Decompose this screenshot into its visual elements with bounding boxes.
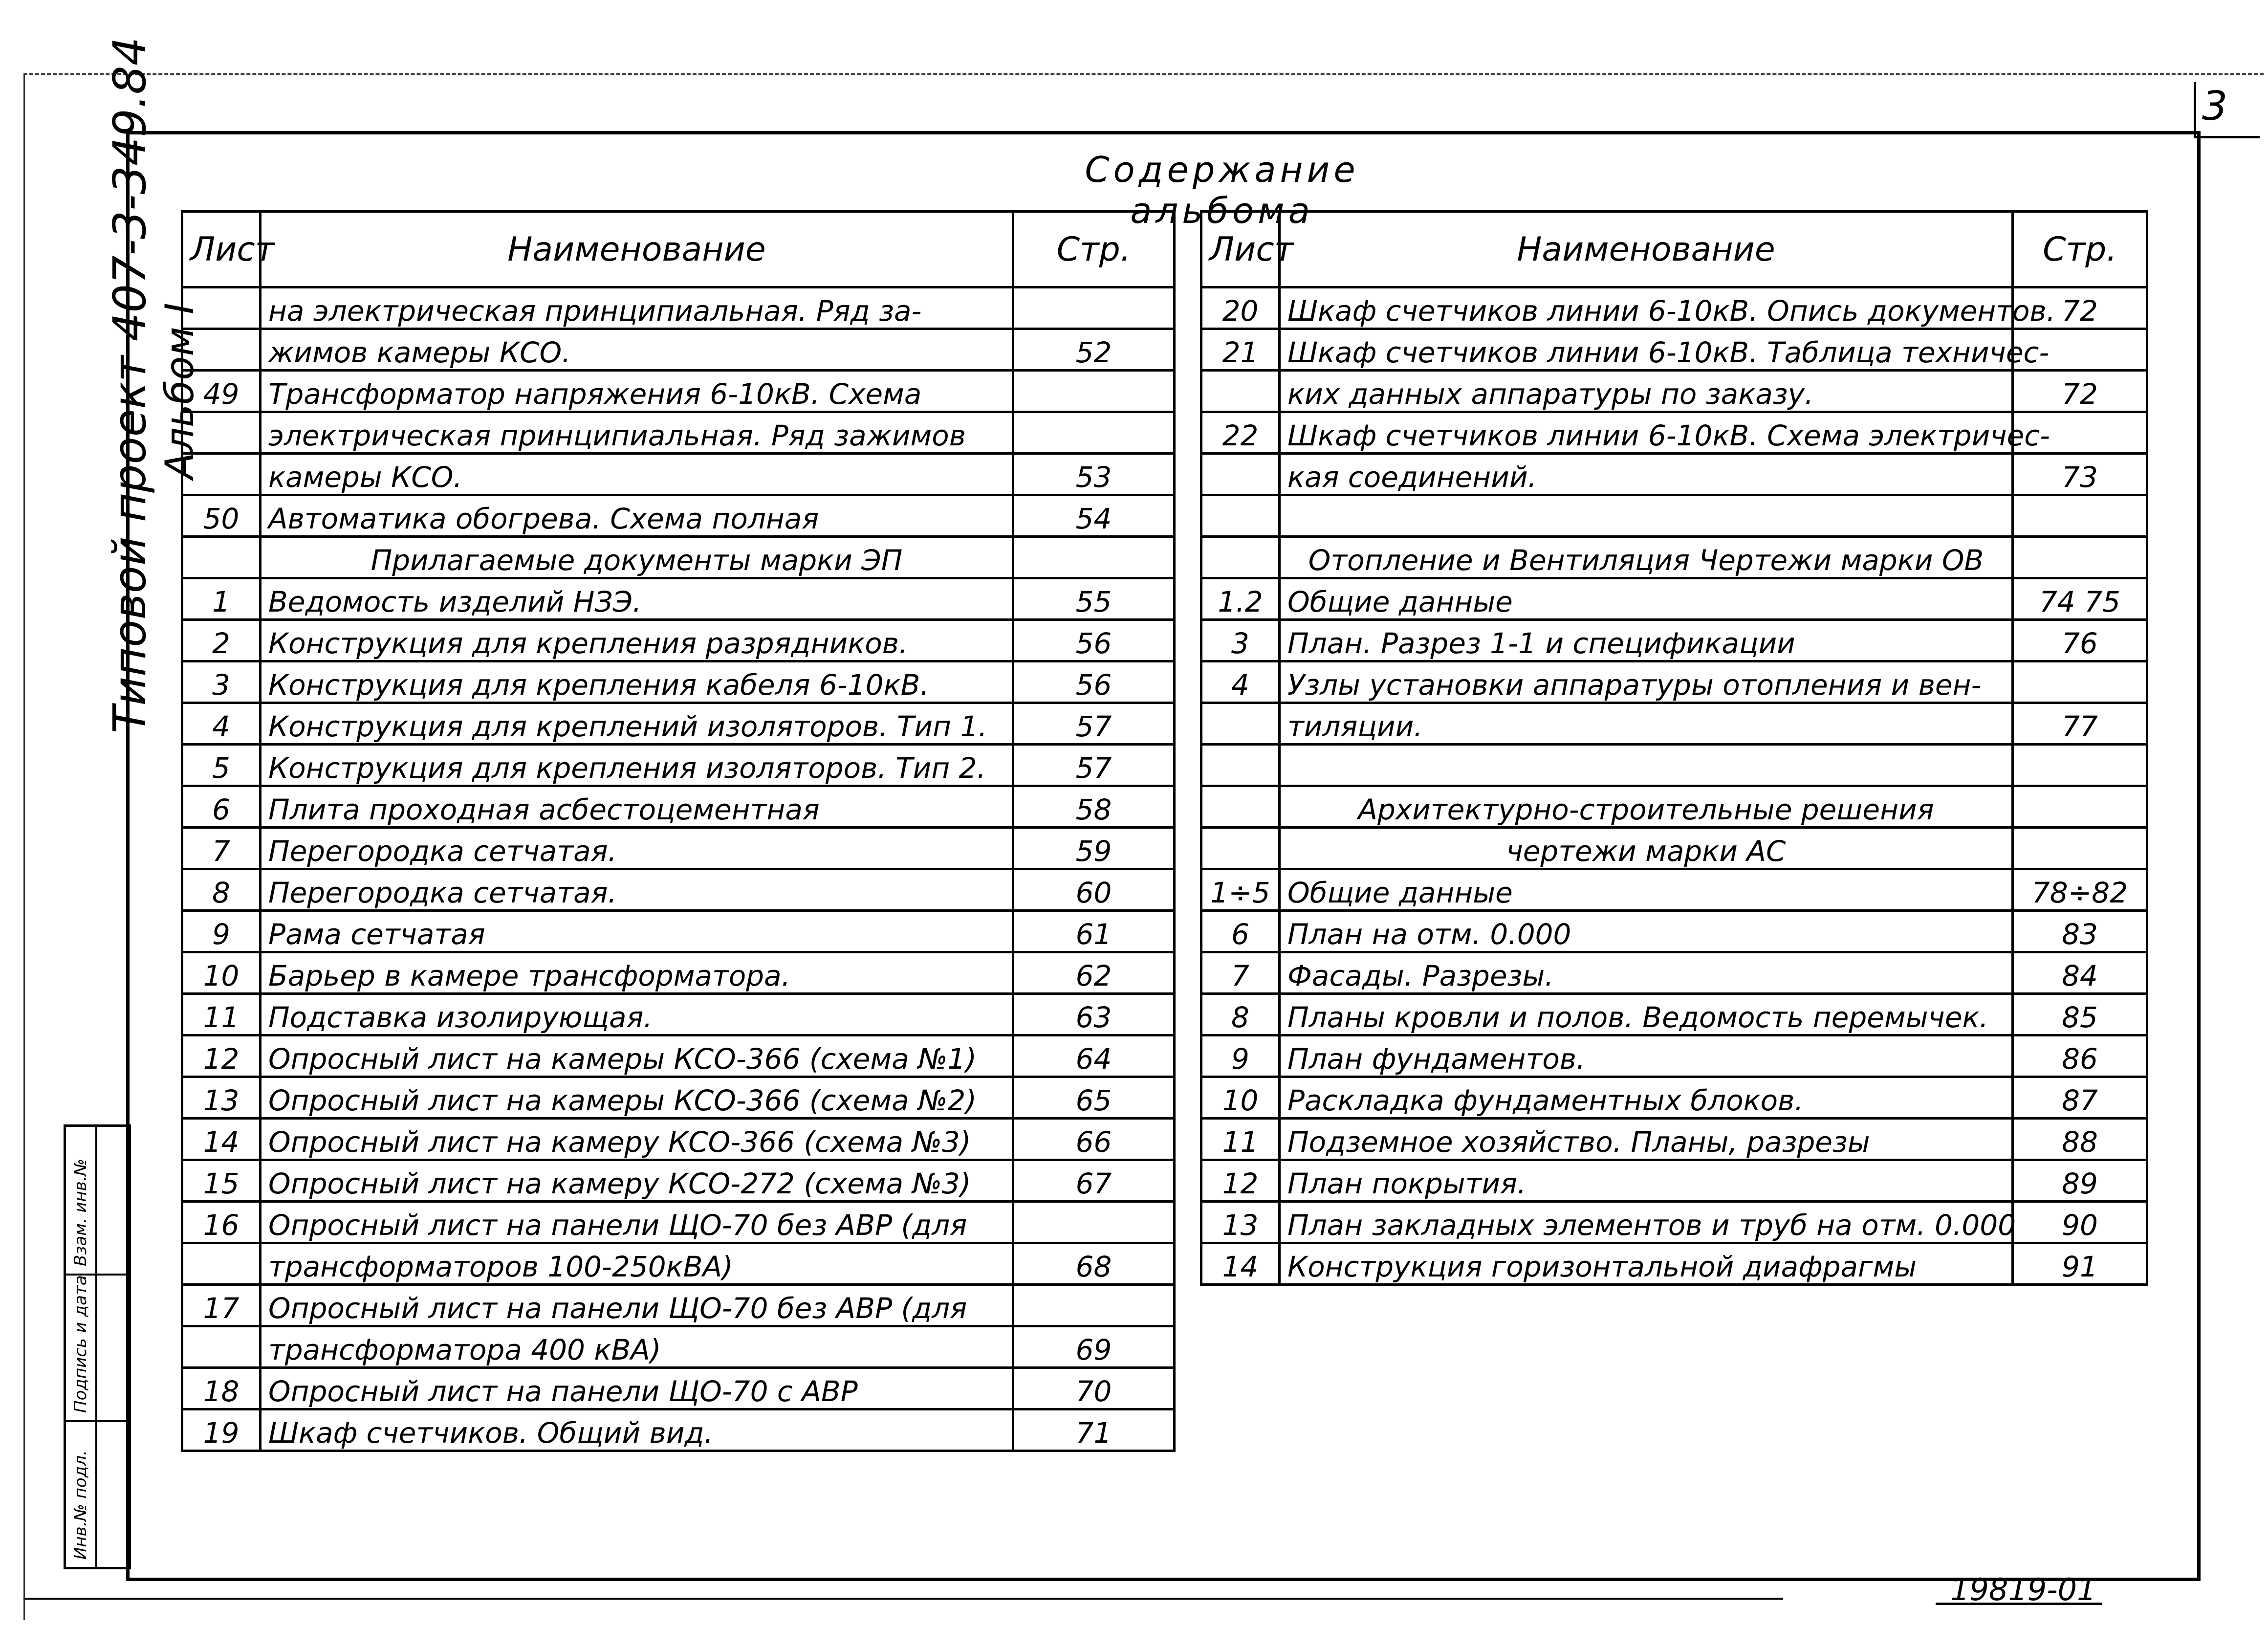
- section-heading-cell: Архитектурно-строительные решения: [1280, 786, 2013, 828]
- item-name-cell: План фундаментов.: [1280, 1035, 2013, 1077]
- table-row: [182, 329, 1175, 371]
- sheet-number-cell: [182, 329, 261, 371]
- item-name-cell: Опросный лист на камеры КСО-366 (схема №2): [261, 1077, 1013, 1119]
- page-number-cell: 86: [2013, 1035, 2147, 1077]
- section-heading-cell: чертежи марки АС: [1280, 828, 2013, 869]
- item-name-cell: Барьер в камере трансформатора.: [261, 952, 1013, 994]
- page-number-cell: 87: [2013, 1077, 2147, 1119]
- page-number-cell: 90: [2013, 1202, 2147, 1243]
- page-number-cell: 83: [2013, 911, 2147, 952]
- sheet-number-cell: [1201, 703, 1280, 745]
- page-number-cell: 91: [2013, 1243, 2147, 1285]
- sheet-number-cell: 9: [182, 911, 261, 952]
- table-row: [1201, 495, 2147, 537]
- page-number-cell: 67: [1013, 1160, 1175, 1202]
- header-name: Наименование: [261, 212, 1013, 287]
- sheet-number-cell: [1201, 828, 1280, 869]
- item-name-cell: на электрическая принципиальная. Ряд за-: [261, 287, 1013, 329]
- sheet-number-cell: 19: [182, 1409, 261, 1451]
- table-row: [1201, 911, 2147, 952]
- sheet-number-cell: 7: [182, 828, 261, 869]
- table-row: [182, 1326, 1175, 1368]
- table-row: [182, 454, 1175, 495]
- sheet-number-cell: 50: [182, 495, 261, 537]
- table-row: [182, 1285, 1175, 1326]
- table-header-row: [1201, 212, 2147, 287]
- page-number-cell: 88: [2013, 1119, 2147, 1160]
- item-name-cell: [1280, 495, 2013, 537]
- sheet-number-cell: 15: [182, 1160, 261, 1202]
- page-number-cell: 57: [1013, 745, 1175, 786]
- page-number-cell: 55: [1013, 578, 1175, 620]
- item-name-cell: Конструкция для креплений изоляторов. Тип 1.: [261, 703, 1013, 745]
- sheet-number-cell: 6: [182, 786, 261, 828]
- sheet-number-cell: [1201, 537, 1280, 578]
- item-name-cell: Фасады. Разрезы.: [1280, 952, 2013, 994]
- table-row: [1201, 703, 2147, 745]
- sheet-number-cell: 6: [1201, 911, 1280, 952]
- page-number-cell: 53: [1013, 454, 1175, 495]
- stamp-inv-podl: Инв.№ подл.: [71, 1450, 90, 1560]
- page-number-cell: 61: [1013, 911, 1175, 952]
- sheet-number-cell: 18: [182, 1368, 261, 1409]
- item-name-cell: Рама сетчатая: [261, 911, 1013, 952]
- side-album-line: Альбом I: [157, 303, 202, 479]
- sheet-number-cell: 21: [1201, 329, 1280, 371]
- table-row: [1201, 661, 2147, 703]
- sheet-number-cell: [182, 454, 261, 495]
- table-header-row: [182, 212, 1175, 287]
- item-name-cell: Шкаф счетчиков линии 6-10кВ. Схема электричес-: [1280, 412, 2013, 454]
- sheet-number-cell: 14: [1201, 1243, 1280, 1285]
- item-name-cell: Автоматика обогрева. Схема полная: [261, 495, 1013, 537]
- sheet-number-cell: 14: [182, 1119, 261, 1160]
- table-row: [182, 869, 1175, 911]
- sheet-number-cell: [1201, 745, 1280, 786]
- table-row: [182, 412, 1175, 454]
- table-row: [1201, 287, 2147, 329]
- page-number-cell: 60: [1013, 869, 1175, 911]
- table-row: [1201, 1119, 2147, 1160]
- item-name-cell: Планы кровли и полов. Ведомость перемычек.: [1280, 994, 2013, 1035]
- page-number-cell: [1013, 371, 1175, 412]
- item-name-cell: Подставка изолирующая.: [261, 994, 1013, 1035]
- page-number-cell: 58: [1013, 786, 1175, 828]
- item-name-cell: кая соединений.: [1280, 454, 2013, 495]
- header-name: Наименование: [1280, 212, 2013, 287]
- table-row: [182, 1077, 1175, 1119]
- page-number-cell: 56: [1013, 661, 1175, 703]
- sheet-number-cell: 9: [1201, 1035, 1280, 1077]
- table-row: [182, 952, 1175, 994]
- toc-table-left: [181, 210, 1176, 1452]
- sheet-number-cell: 11: [1201, 1119, 1280, 1160]
- item-name-cell: Шкаф счетчиков. Общий вид.: [261, 1409, 1013, 1451]
- table-row: [182, 828, 1175, 869]
- sheet-number-cell: 4: [182, 703, 261, 745]
- table-row: [182, 578, 1175, 620]
- page-number-cell: 63: [1013, 994, 1175, 1035]
- page-number-cell: 68: [1013, 1243, 1175, 1285]
- table-row: [182, 994, 1175, 1035]
- table-row: [1201, 952, 2147, 994]
- sheet-number-cell: 13: [1201, 1202, 1280, 1243]
- table-row: [182, 911, 1175, 952]
- page-number-cell: 57: [1013, 703, 1175, 745]
- page-number-cell: 70: [1013, 1368, 1175, 1409]
- sheet-number-cell: 3: [1201, 620, 1280, 661]
- page-number-cell: 59: [1013, 828, 1175, 869]
- sheet-number-cell: 1: [182, 578, 261, 620]
- table-row: [1201, 412, 2147, 454]
- page-number-cell: 74 75: [2013, 578, 2147, 620]
- sheet-number-cell: [1201, 454, 1280, 495]
- item-name-cell: Конструкция для крепления изоляторов. Тип 2.: [261, 745, 1013, 786]
- table-row: [182, 620, 1175, 661]
- table-row: [182, 1119, 1175, 1160]
- page-number-cell: 73: [2013, 454, 2147, 495]
- table-row: [182, 537, 1175, 578]
- sheet-number-cell: [1201, 495, 1280, 537]
- table-row: [1201, 869, 2147, 911]
- page-number-cell: [2013, 495, 2147, 537]
- table-row: [1201, 578, 2147, 620]
- stamp-vertical-divider: [95, 1127, 97, 1567]
- header-page: Стр.: [1013, 212, 1175, 287]
- item-name-cell: жимов камеры КСО.: [261, 329, 1013, 371]
- sheet-number-cell: 3: [182, 661, 261, 703]
- page-number-cell: 76: [2013, 620, 2147, 661]
- item-name-cell: План. Разрез 1-1 и спецификации: [1280, 620, 2013, 661]
- item-name-cell: трансформатора 400 кВА): [261, 1326, 1013, 1368]
- table-row: [182, 703, 1175, 745]
- item-name-cell: Общие данные: [1280, 869, 2013, 911]
- page-number-cell: 84: [2013, 952, 2147, 994]
- sheet-number-cell: 8: [182, 869, 261, 911]
- page-number-cell: [2013, 661, 2147, 703]
- item-name-cell: План закладных элементов и труб на отм. 0.000: [1280, 1202, 2013, 1243]
- toc-table-right: [1200, 210, 2148, 1286]
- page-number-cell: [2013, 745, 2147, 786]
- page-title: Содержание альбома: [1085, 149, 1359, 231]
- page-number-cell: 77: [2013, 703, 2147, 745]
- page-number-cell: 78÷82: [2013, 869, 2147, 911]
- sheet-number-cell: [182, 1326, 261, 1368]
- sheet-number-cell: 20: [1201, 287, 1280, 329]
- table-row: [1201, 994, 2147, 1035]
- table-row: [182, 1160, 1175, 1202]
- page-number-cell: 72: [2013, 287, 2147, 329]
- item-name-cell: Трансформатор напряжения 6-10кВ. Схема: [261, 371, 1013, 412]
- item-name-cell: Опросный лист на камеры КСО-366 (схема №1): [261, 1035, 1013, 1077]
- page-number-cell: 72: [2013, 371, 2147, 412]
- item-name-cell: Опросный лист на камеру КСО-366 (схема №3): [261, 1119, 1013, 1160]
- item-name-cell: ких данных аппаратуры по заказу.: [1280, 371, 2013, 412]
- item-name-cell: Шкаф счетчиков линии 6-10кВ. Таблица техничес-: [1280, 329, 2013, 371]
- stamp-podpis-data: Подпись и дата: [71, 1275, 90, 1413]
- table-row: [182, 1035, 1175, 1077]
- page-number-cell: [2013, 537, 2147, 578]
- sheet-number-cell: 17: [182, 1285, 261, 1326]
- page-number-cell: 52: [1013, 329, 1175, 371]
- item-name-cell: Подземное хозяйство. Планы, разрезы: [1280, 1119, 2013, 1160]
- sheet-number-cell: 10: [1201, 1077, 1280, 1119]
- item-name-cell: Общие данные: [1280, 578, 2013, 620]
- item-name-cell: Перегородка сетчатая.: [261, 869, 1013, 911]
- table-row: [1201, 828, 2147, 869]
- item-name-cell: План на отм. 0.000: [1280, 911, 2013, 952]
- sheet-number-cell: [182, 412, 261, 454]
- sheet-number-cell: 11: [182, 994, 261, 1035]
- sheet-number-cell: 2: [182, 620, 261, 661]
- table-row: [182, 661, 1175, 703]
- sheet-number-cell: 12: [1201, 1160, 1280, 1202]
- sheet-number-cell: [182, 287, 261, 329]
- sheet-number-cell: [1201, 371, 1280, 412]
- item-name-cell: Раскладка фундаментных блоков.: [1280, 1077, 2013, 1119]
- sheet-number-cell: 1.2: [1201, 578, 1280, 620]
- page-number-cell: 62: [1013, 952, 1175, 994]
- sheet-number-cell: 10: [182, 952, 261, 994]
- sheet-number-cell: 16: [182, 1202, 261, 1243]
- item-name-cell: [1280, 745, 2013, 786]
- page-number-cell: 66: [1013, 1119, 1175, 1160]
- sheet-number-cell: 49: [182, 371, 261, 412]
- approval-stamp: [64, 1124, 131, 1569]
- item-name-cell: Опросный лист на панели ЩО-70 без АВР (для: [261, 1202, 1013, 1243]
- item-name-cell: Перегородка сетчатая.: [261, 828, 1013, 869]
- page-number-cell: 69: [1013, 1326, 1175, 1368]
- sheet-number-cell: 4: [1201, 661, 1280, 703]
- item-name-cell: Опросный лист на панели ЩО-70 без АВР (для: [261, 1285, 1013, 1326]
- stamp-vzam-inv: Взам. инв.№: [71, 1158, 90, 1266]
- table-row: [1201, 371, 2147, 412]
- item-name-cell: тиляции.: [1280, 703, 2013, 745]
- table-row: [182, 1243, 1175, 1285]
- item-name-cell: Плита проходная асбестоцементная: [261, 786, 1013, 828]
- sheet-number-cell: 7: [1201, 952, 1280, 994]
- table-row: [1201, 786, 2147, 828]
- table-row: [1201, 454, 2147, 495]
- table-row: [1201, 1202, 2147, 1243]
- header-sheet: Лист: [182, 212, 261, 287]
- table-row: [1201, 1243, 2147, 1285]
- stamp-divider: [66, 1420, 129, 1422]
- table-row: [1201, 537, 2147, 578]
- page-number-cell: 85: [2013, 994, 2147, 1035]
- sheet-number-cell: 8: [1201, 994, 1280, 1035]
- item-name-cell: трансформаторов 100-250кВА): [261, 1243, 1013, 1285]
- sheet-number-cell: [182, 537, 261, 578]
- item-name-cell: электрическая принципиальная. Ряд зажимов: [261, 412, 1013, 454]
- page-number-cell: 89: [2013, 1160, 2147, 1202]
- sheet-number-cell: 22: [1201, 412, 1280, 454]
- table-row: [182, 1202, 1175, 1243]
- table-row: [182, 745, 1175, 786]
- item-name-cell: Опросный лист на панели ЩО-70 с АВР: [261, 1368, 1013, 1409]
- table-row: [1201, 1160, 2147, 1202]
- section-heading-cell: Прилагаемые документы марки ЭП: [261, 537, 1013, 578]
- item-name-cell: Конструкция горизонтальной диафрагмы: [1280, 1243, 2013, 1285]
- table-row: [1201, 620, 2147, 661]
- table-row: [182, 1409, 1175, 1451]
- table-row: [182, 495, 1175, 537]
- side-project-line: Типовой проект 407-3-349.84: [104, 37, 156, 733]
- table-row: [1201, 1035, 2147, 1077]
- page-number-cell: 65: [1013, 1077, 1175, 1119]
- page-number-cell: [1013, 287, 1175, 329]
- table-row: [182, 371, 1175, 412]
- page-number-cell: [1013, 1285, 1175, 1326]
- document-code: 19819-01: [1950, 1572, 2096, 1607]
- sheet-number-cell: 1÷5: [1201, 869, 1280, 911]
- page-number-cell: 56: [1013, 620, 1175, 661]
- header-sheet: Лист: [1201, 212, 1280, 287]
- sheet-number-cell: [182, 1243, 261, 1285]
- page-number-cell: [2013, 828, 2147, 869]
- item-name-cell: План покрытия.: [1280, 1160, 2013, 1202]
- table-row: [1201, 745, 2147, 786]
- code-underline: [1936, 1603, 2102, 1605]
- item-name-cell: Ведомость изделий НЗЭ.: [261, 578, 1013, 620]
- table-row: [182, 1368, 1175, 1409]
- page-number-cell: [1013, 1202, 1175, 1243]
- header-page: Стр.: [2013, 212, 2147, 287]
- table-row: [182, 786, 1175, 828]
- section-heading-cell: Отопление и Вентиляция Чертежи марки ОВ: [1280, 537, 2013, 578]
- page-number-cell: [1013, 537, 1175, 578]
- page-number-cell: [1013, 412, 1175, 454]
- page-number-cell: [2013, 786, 2147, 828]
- sheet-number-cell: 5: [182, 745, 261, 786]
- page-number-cell: 64: [1013, 1035, 1175, 1077]
- sheet-number-cell: 12: [182, 1035, 261, 1077]
- table-row: [1201, 1077, 2147, 1119]
- table-row: [182, 287, 1175, 329]
- item-name-cell: Узлы установки аппаратуры отопления и вен-: [1280, 661, 2013, 703]
- page-number: 3: [2202, 83, 2228, 130]
- table-row: [1201, 329, 2147, 371]
- item-name-cell: Шкаф счетчиков линии 6-10кВ. Опись документов.: [1280, 287, 2013, 329]
- bottom-border-line: [23, 1598, 1783, 1600]
- page-number-cell: 71: [1013, 1409, 1175, 1451]
- sheet-number-cell: [1201, 786, 1280, 828]
- page-number-cell: 54: [1013, 495, 1175, 537]
- item-name-cell: Конструкция для крепления разрядников.: [261, 620, 1013, 661]
- item-name-cell: Конструкция для крепления кабеля 6-10кВ.: [261, 661, 1013, 703]
- item-name-cell: Опросный лист на камеру КСО-272 (схема №3): [261, 1160, 1013, 1202]
- sheet-number-cell: 13: [182, 1077, 261, 1119]
- item-name-cell: камеры КСО.: [261, 454, 1013, 495]
